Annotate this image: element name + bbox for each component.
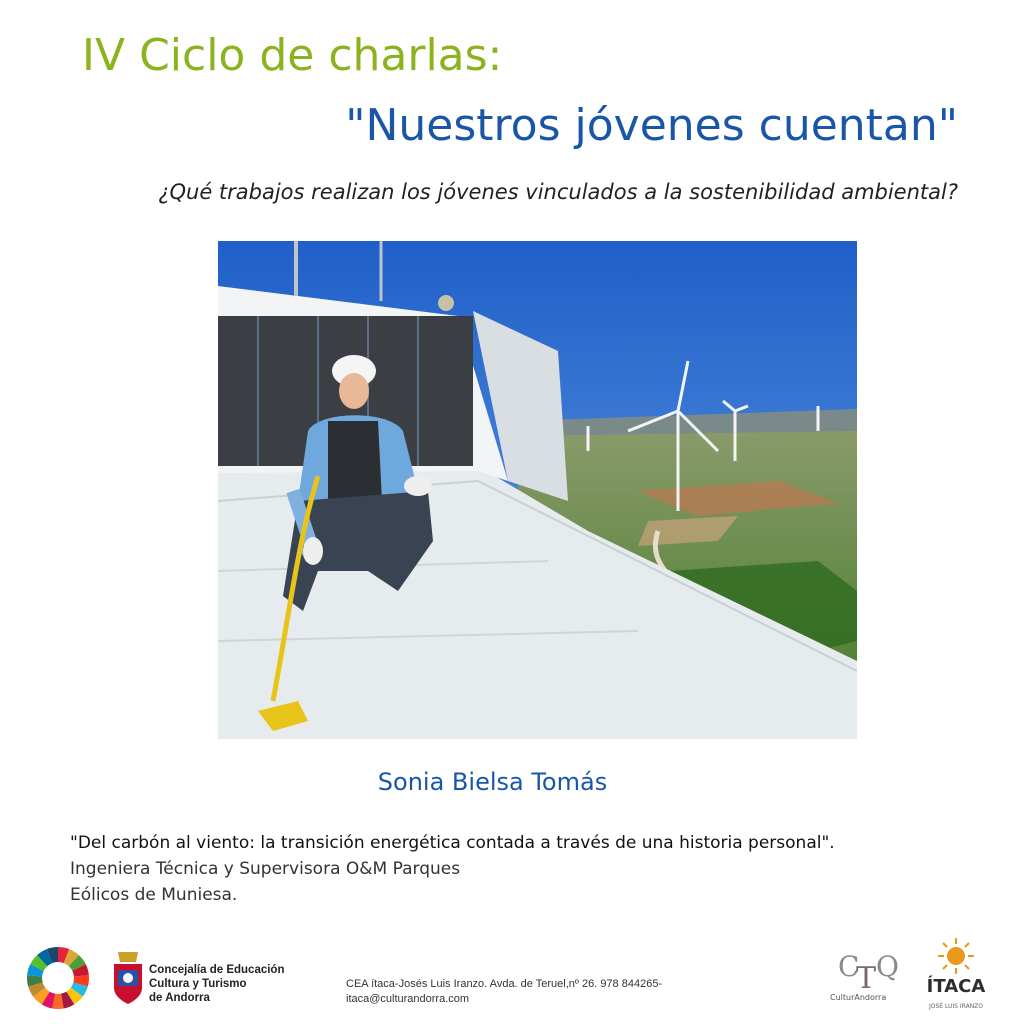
culturandorra-logo-text: CulturAndorra bbox=[830, 993, 887, 1002]
concejalia-line-1: Concejalía de Educación bbox=[149, 964, 285, 976]
talk-title: "Del carbón al viento: la transición energética contada a través de una historia personal". bbox=[70, 833, 835, 853]
address-email: itaca@culturandorra.com bbox=[346, 993, 470, 1005]
culturandorra-logo bbox=[826, 942, 906, 1012]
speaker-role-line-2: Eólicos de Muniesa. bbox=[70, 885, 238, 905]
concejalia-text bbox=[149, 963, 284, 1005]
svg-text:C: C bbox=[838, 950, 860, 983]
concejalia-line-3: de Andorra bbox=[149, 992, 210, 1004]
footer-address bbox=[346, 977, 662, 1007]
itaca-logo-text: ÍTACA bbox=[926, 976, 986, 997]
address-line-1: CEA ítaca-Josés Luis Iranzo. Avda. de Teruel,nº 26. 978 844265- bbox=[346, 978, 663, 990]
svg-text:Q: Q bbox=[876, 950, 899, 983]
concejalia-line-2: Cultura y Turismo bbox=[149, 978, 247, 990]
speaker-role-line-1: Ingeniera Técnica y Supervisora O&M Parques bbox=[70, 859, 461, 879]
subtitle: ¿Qué trabajos realizan los jóvenes vinculados a la sostenibilidad ambiental? bbox=[158, 180, 958, 204]
itaca-logo bbox=[916, 936, 996, 1012]
svg-text:T: T bbox=[856, 961, 877, 996]
itaca-logo-subtext: JOSÉ LUIS IRANZO bbox=[928, 1003, 984, 1010]
sdg-wheel-icon bbox=[26, 946, 90, 1010]
speaker-name: Sonia Bielsa Tomás bbox=[377, 768, 608, 796]
andorra-crest-icon bbox=[110, 948, 146, 1008]
title-line-1: IV Ciclo de charlas: bbox=[82, 30, 503, 81]
itaca-sun-icon bbox=[938, 938, 974, 974]
speaker-photo bbox=[218, 241, 857, 739]
talk-description bbox=[70, 830, 835, 908]
title-line-2: "Nuestros jóvenes cuentan" bbox=[345, 100, 958, 151]
